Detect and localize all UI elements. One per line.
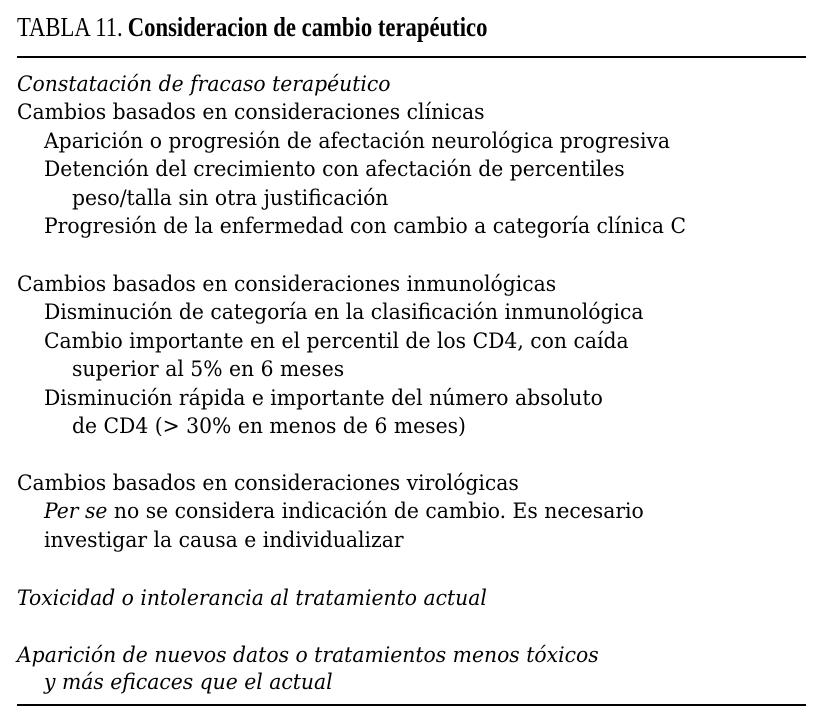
- per-se-italic: Per se: [44, 499, 108, 523]
- line-nuevos-datos: Aparición de nuevos datos o tratamientos menos tóxicos: [17, 643, 599, 667]
- bottom-rule: [17, 704, 806, 706]
- line-disminucion-categoria: Disminución de categoría en la clasificación inmunológica: [44, 300, 644, 324]
- line-investigar: investigar la causa e individualizar: [44, 528, 404, 552]
- line-peso-talla: peso/talla sin otra justificación: [72, 186, 389, 210]
- line-cambio-percentil: Cambio importante en el percentil de los CD4, con caída: [44, 329, 629, 353]
- line-mas-eficaces: y más eficaces que el actual: [44, 670, 333, 694]
- line-virologicas-heading: Cambios basados en consideraciones virológicas: [17, 471, 519, 495]
- table-number: TABLA 11.: [17, 12, 123, 42]
- table-name: Consideracion de cambio terapéutico: [127, 12, 488, 42]
- line-progresion: Progresión de la enfermedad con cambio a categoría clínica C: [44, 214, 687, 238]
- line-per-se: [44, 497, 644, 525]
- line-inmunologicas-heading: Cambios basados en consideraciones inmunológicas: [17, 272, 557, 296]
- table-title: [17, 10, 487, 44]
- line-detencion: Detención del crecimiento con afectación de percentiles: [44, 157, 625, 181]
- line-constatacion: Constatación de fracaso terapéutico: [17, 72, 391, 96]
- top-rule: [17, 56, 806, 58]
- line-disminucion-rapida: Disminución rápida e importante del número absoluto: [44, 386, 603, 410]
- per-se-rest: no se considera indicación de cambio. Es necesario: [107, 499, 644, 523]
- line-clinicas-heading: Cambios basados en consideraciones clínicas: [17, 100, 485, 124]
- line-toxicidad: Toxicidad o intolerancia al tratamiento actual: [17, 586, 487, 610]
- line-superior-5: superior al 5% en 6 meses: [72, 357, 345, 381]
- line-aparicion: Aparición o progresión de afectación neurológica progresiva: [44, 129, 671, 153]
- line-cd4: de CD4 (> 30% en menos de 6 meses): [72, 414, 466, 438]
